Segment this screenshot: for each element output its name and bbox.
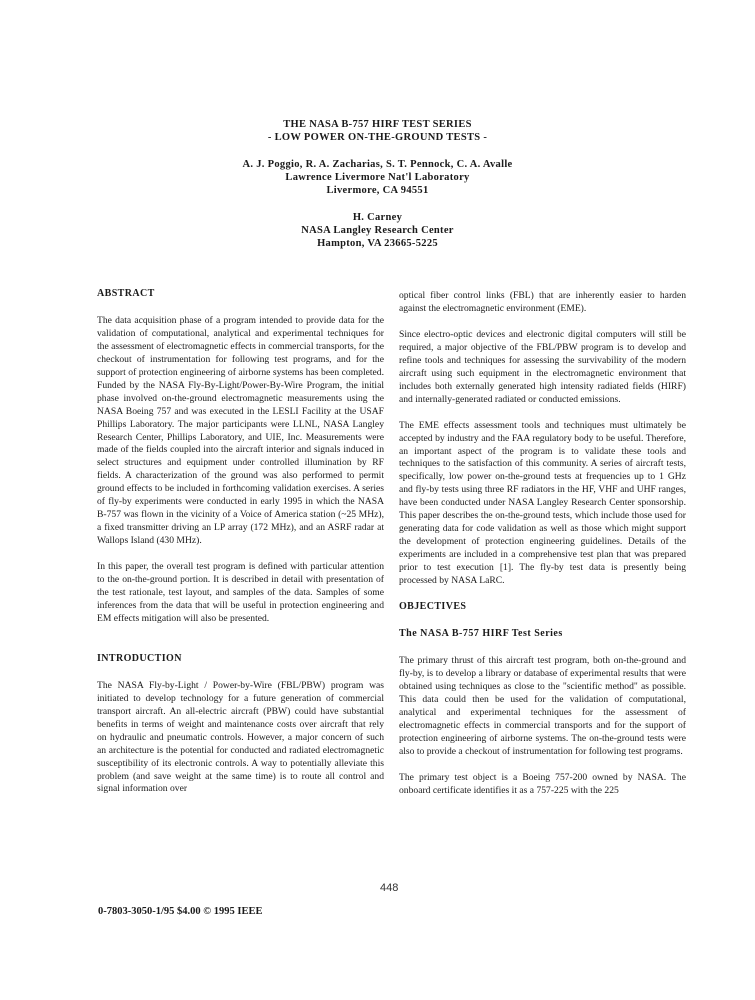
objectives-paragraph-2: The primary test object is a Boeing 757-200 owned by NASA. The onboard certificate identifies it as a 757-225 with the 225 — [399, 771, 686, 796]
objectives-paragraph-1: The primary thrust of this aircraft test program, both on-the-ground and fly-by, is to develop a library or database of experimental results that were obtained using techniques as close to the "scientific method" as possible. This data could then be used for the validation of computational, analytical and experimental techniques for the assessment of electromagnetic effects in commercial transports and for the support of protection engineering of airborne systems. The on-the-ground tests were also to provide a checkout of instrumentation for following test programs. — [399, 654, 686, 757]
introduction-heading: INTRODUCTION — [97, 652, 182, 664]
address-hampton: Hampton, VA 23665-5225 — [317, 238, 438, 249]
affiliation-nasa-langley: NASA Langley Research Center — [301, 225, 454, 236]
introduction-paragraph-3: The EME effects assessment tools and techniques must ultimately be accepted by industry and the FAA regulatory body to be useful. Therefore, an important aspect of the program is to validate these tools and techniques to the satisfaction of this community. A series of aircraft tests, specifically, low power on-the-ground tests at frequencies up to 1 GHz and fly-by tests using three RF radiators in the HF, VHF and UHF ranges, have been conducted under NASA Langley Research Center sponsorship. This paper describes the on-the-ground tests, which include those used for generating data for code validation as well as those which might support the development of protection engineering guidelines. Details of the experiments are included in a comprehensive test plan that was prepared prior to test execution [1]. The fly-by test data is presently being processed by NASA LaRC. — [399, 419, 686, 587]
introduction-paragraph-2: Since electro-optic devices and electronic digital computers will still be required, a major objective of the FBL/PBW program is to develop and refine tools and techniques for assessing the survivability of the modern aircraft using such equipment in the electromagnetic environment that includes both externally generated high intensity radiated fields (HIRF) and internally-generated radiated or conducted emissions. — [399, 328, 686, 405]
left-column — [97, 288, 384, 809]
introduction-paragraph-1: The NASA Fly-by-Light / Power-by-Wire (FBL/PBW) program was initiated to develop technology for a future generation of commercial transport aircraft. An all-electric aircraft (PBW) could have substantial benefits in terms of weight and maintenance costs over aircraft that rely on hydraulic and pneumatic controls. However, a major concern of such an architecture is the potential for conducted and radiated electromagnetic susceptibility of its electronic controls. A way to potentially alleviate this problem (and save weight at the same time) is to route all control and signal information over — [97, 679, 384, 795]
abstract-paragraph-2: In this paper, the overall test program is defined with particular attention to the on-the-ground portion. It is described in detail with presentation of the test rationale, test layout, and samples of the data. Samples of some inferences from the data that will be useful in protection engineering and EM effects mitigation will also be presented. — [97, 561, 384, 624]
affiliation-llnl: Lawrence Livermore Nat'l Laboratory — [285, 172, 470, 183]
copyright-notice: 0-7803-3050-1/95 $4.00 © 1995 IEEE — [98, 906, 263, 917]
objectives-heading: OBJECTIVES — [399, 601, 467, 613]
right-column — [399, 290, 686, 810]
paper-title-line1: THE NASA B-757 HIRF TEST SERIES — [283, 119, 472, 130]
objectives-subheading: The NASA B-757 HIRF Test Series — [399, 627, 563, 639]
paper-title-line2: - LOW POWER ON-THE-GROUND TESTS - — [267, 132, 488, 143]
author-list: A. J. Poggio, R. A. Zacharias, S. T. Pennock, C. A. Avalle — [242, 159, 513, 170]
abstract-paragraph-1: The data acquisition phase of a program intended to provide data for the validation of computational, analytical and experimental techniques for the assessment of electromagnetic effects in commercial transports, for the checkout of instrumentation for following test programs, and for the support of protection engineering of airborne systems has been completed. Funded by the NASA Fly-By-Light/Power-By-Wire Program, the initial phase involved on-the-ground electromagnetic measurements using the NASA Boeing 757 and was executed in the LESLI Facility at the USAF Phillips Laboratory. The major participants were LLNL, NASA Langley Research Center, Phillips Laboratory, and UIE, Inc. Measurements were made of the fields coupled into the aircraft interior and signals induced in select structures and equipment under controlled illumination by RF fields. A characterization of the ground was also performed to permit ground effects to be included in forthcoming validation exercises. A series of fly-by experiments were conducted in early 1995 in which the NASA B-757 was flown in the vicinity of a Voice of America station (~25 MHz), a fixed transmitter driving an LP array (172 MHz), and an ASRF radar at Wallops Island (430 MHz). — [97, 314, 384, 547]
paper-header — [0, 118, 755, 250]
introduction-continued: optical fiber control links (FBL) that are inherently easier to harden against the electromagnetic environment (EME). — [399, 290, 686, 314]
author-carney: H. Carney — [352, 212, 403, 223]
page-number: 448 — [380, 882, 399, 894]
abstract-heading: ABSTRACT — [97, 288, 155, 299]
address-livermore: Livermore, CA 94551 — [326, 185, 429, 196]
